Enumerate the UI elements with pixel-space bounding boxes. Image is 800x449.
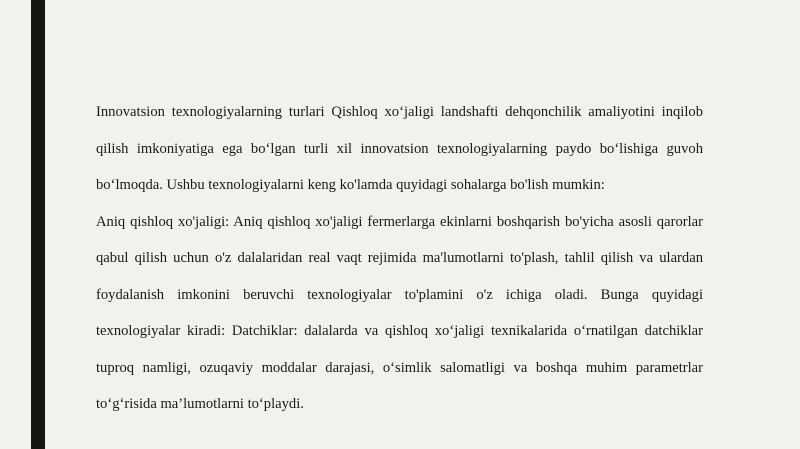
slide-body: [96, 94, 703, 423]
left-accent-bar: [31, 0, 45, 449]
paragraph-intro: Innovatsion texnologiyalarning turlari Qishloq xo‘jaligi landshafti dehqonchilik amaliyotini inqilob qilish imkoniyatiga ega bo‘lgan turli xil innovatsion texnologiyalarning paydo bo‘lishiga guvoh bo‘lmoqda. Ushbu texnologiyalarni keng ko'lamda quyidagi sohalarga bo'lish mumkin:: [96, 104, 703, 193]
paragraph-precision-agriculture: Aniq qishloq xo'jaligi: Aniq qishloq xo'jaligi fermerlarga ekinlarni boshqarish bo'yicha asosli qarorlar qabul qilish uchun o'z dalalaridan real vaqt rejimida ma'lumotlarni to'plash, tahlil qilish va ulardan foydalanish imkonini beruvchi texnologiyalar to'plamini o'z ichiga oladi. Bunga quyidagi texnologiyalar kiradi: Datchiklar: dalalarda va qishloq xo‘jaligi texnikalarida o‘rnatilgan datchiklar tuproq namligi, ozuqaviy moddalar darajasi, o‘simlik salomatligi va boshqa muhim parametrlar to‘g‘risida ma’lumotlarni to‘playdi.: [96, 213, 703, 412]
